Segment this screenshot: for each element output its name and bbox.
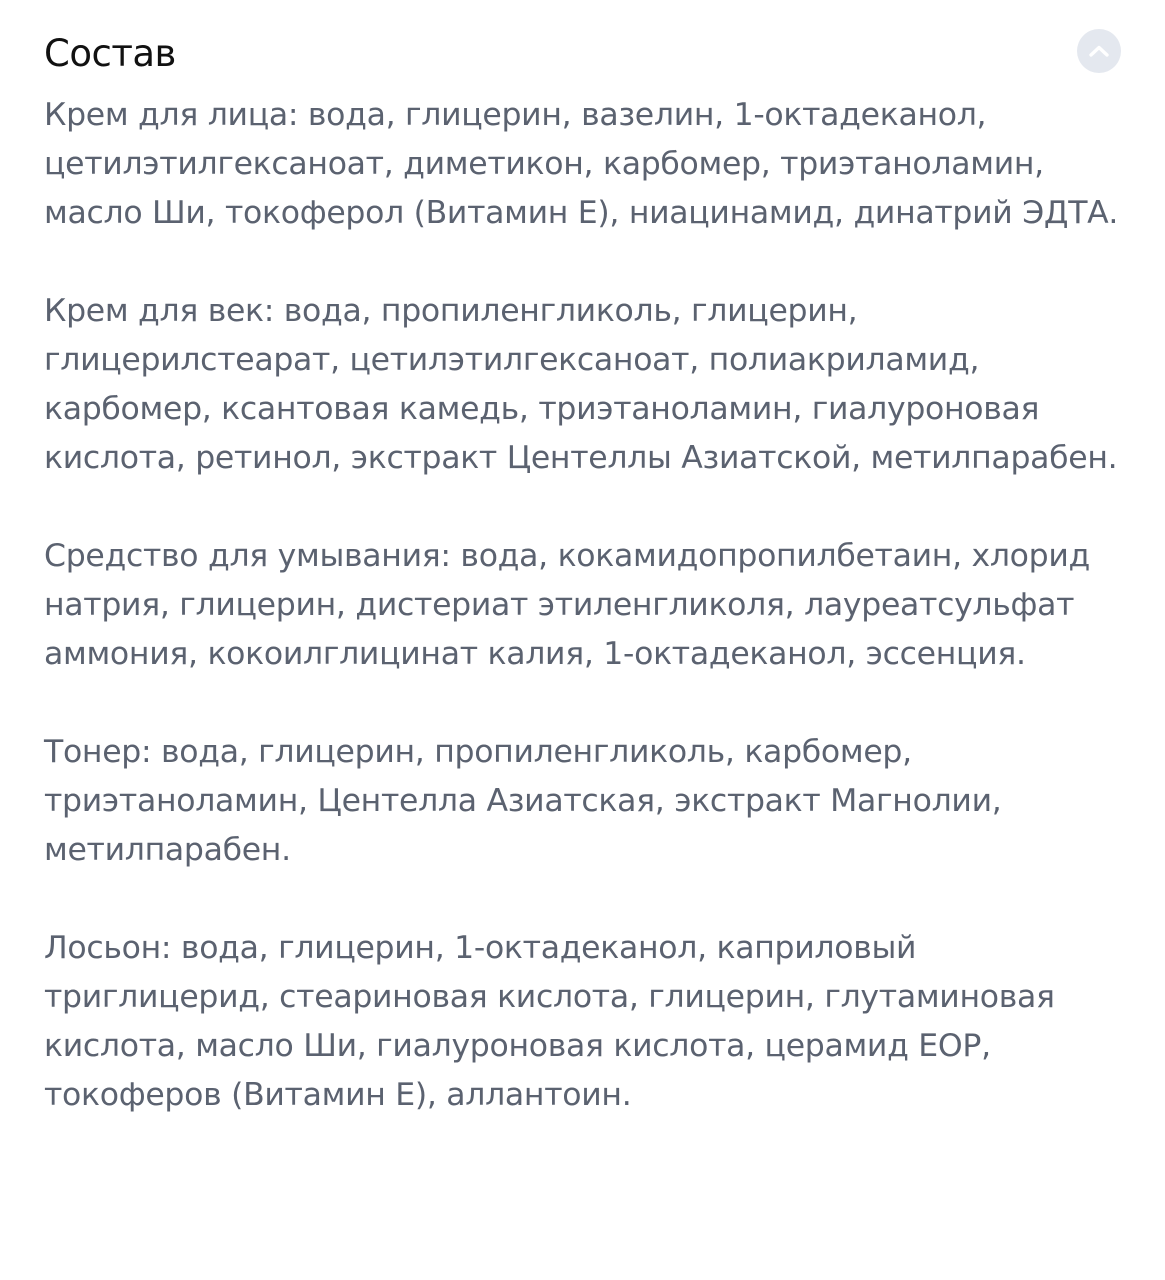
- ingredient-paragraph-lotion: Лосьон: вода, глицерин, 1-октадеканол, каприловый триглицерид, стеариновая кислота, глицерин, глутаминовая кислота, масло Ши, гиалуроновая кислота, церамид ЕОР, токоферов (Витамин Е), аллантоин.: [44, 930, 1055, 1113]
- ingredient-paragraph-cleanser: Средство для умывания: вода, кокамидопропилбетаин, хлорид натрия, глицерин, дистериат этиленгликоля, лауреатсульфат аммония, кокоилглицинат калия, 1-октадеканол, эссенция.: [44, 538, 1090, 672]
- section-title: Состав: [44, 32, 176, 75]
- ingredient-paragraph-toner: Тонер: вода, глицерин, пропиленгликоль, карбомер, триэтаноламин, Центелла Азиатская, экстракт Магнолии, метилпарабен.: [44, 734, 1002, 868]
- ingredient-paragraph-eye-cream: Крем для век: вода, пропиленгликоль, глицерин, глицерилстеарат, цетилэтилгексаноат, полиакриламид, карбомер, ксантовая камедь, триэтаноламин, гиалуроновая кислота, ретинол, экстракт Центеллы Азиатской, метилпарабен.: [44, 293, 1118, 476]
- chevron-up-icon: [1088, 43, 1110, 59]
- ingredients-list: [44, 91, 1134, 1120]
- collapse-button[interactable]: [1077, 29, 1121, 73]
- ingredient-paragraph-face-cream: Крем для лица: вода, глицерин, вазелин, 1-октадеканол, цетилэтилгексаноат, диметикон, карбомер, триэтаноламин, масло Ши, токоферол (Витамин Е), ниацинамид, динатрий ЭДТА.: [44, 97, 1119, 231]
